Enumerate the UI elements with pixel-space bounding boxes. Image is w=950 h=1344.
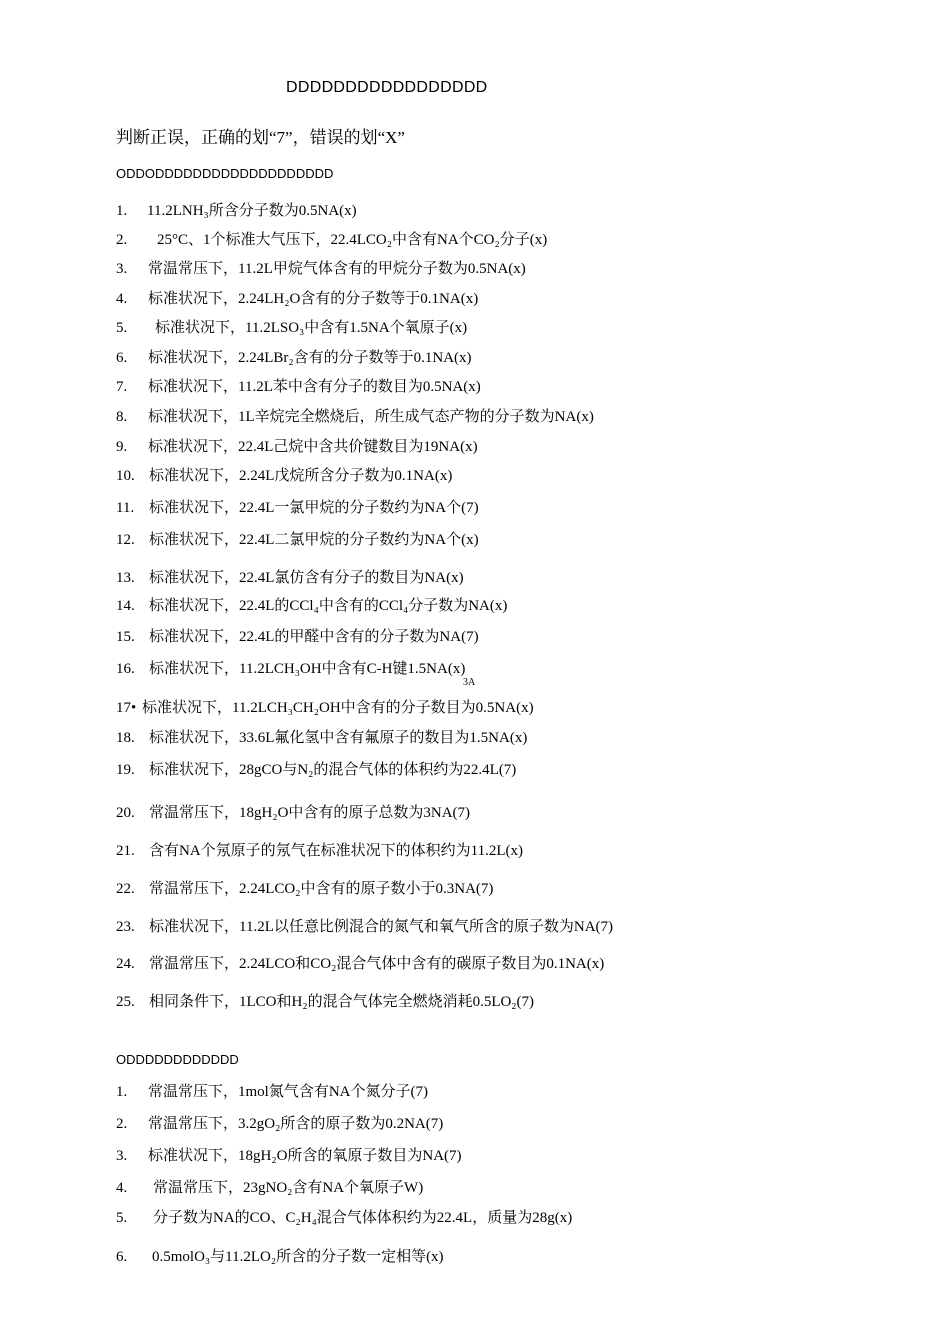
- item-number: 21.: [116, 843, 135, 859]
- item-number: 18.: [116, 730, 135, 746]
- item-text: 标准状况下，18gH₂O所含的氧原子数目为NA(7): [148, 1148, 462, 1164]
- item-number: 2.: [116, 232, 128, 248]
- item-text: 标准状况下，2.24LBr₂含有的分子数等于0.1NA(x): [148, 350, 472, 366]
- item-number: 20.: [116, 805, 135, 821]
- item-text: 标准状况下，2.24L戊烷所含分子数为0.1NA(x): [149, 468, 453, 484]
- item-number: 22.: [116, 881, 135, 897]
- item-number: 23.: [116, 919, 135, 935]
- item-number: 4.: [116, 291, 128, 307]
- item-text: 常温常压下，3.2gO₂所含的原子数为0.2NA(7): [148, 1116, 444, 1132]
- item-text: 常温常压下，23gNO₂含有NA个氧原子W): [153, 1180, 424, 1196]
- item-number: 3.: [116, 1148, 128, 1164]
- item-number: 13.: [116, 570, 135, 586]
- item-number: 10.: [116, 468, 135, 484]
- item-number: 19.: [116, 762, 135, 778]
- section-2-heading: ODDDDDDDDDDDD: [116, 1052, 239, 1067]
- item-text: 11.2LNH₃所含分子数为0.5NA(x): [147, 203, 357, 219]
- item-text: 相同条件下，1LCO和H₂的混合气体完全燃烧消耗0.5LO₂(7): [149, 994, 535, 1010]
- item-text: 标准状况下，11.2L以任意比例混合的氮气和氧气所含的原子数为NA(7): [149, 919, 614, 935]
- section-1-heading: ODDODDDDDDDDDDDDDDDDDDD: [116, 166, 334, 181]
- item-text: 标准状况下，22.4L的甲醛中含有的分子数为NA(7): [149, 629, 479, 645]
- instruction-line: 判断正误，正确的划“7”，错误的划“X”: [116, 128, 405, 147]
- item-text: 常温常压下，1mol氮气含有NA个氮分子(7): [148, 1084, 428, 1100]
- item-number: 4.: [116, 1180, 128, 1196]
- item-text: 常温常压下，18gH₂O中含有的原子总数为3NA(7): [149, 805, 471, 821]
- item-text: 常温常压下，11.2L甲烷气体含有的甲烷分子数为0.5NA(x): [148, 261, 526, 277]
- item-text: 标准状况下，22.4L二氯甲烷的分子数约为NA个(x): [149, 532, 479, 548]
- item-number: 12.: [116, 532, 135, 548]
- item-text: 标准状况下，11.2LCH₃OH中含有C-H键1.5NA(x): [149, 661, 466, 677]
- item-text: 标准状况下，22.4L氯仿含有分子的数目为NA(x): [149, 570, 464, 586]
- item-number: 6.: [116, 350, 128, 366]
- item-number: 25.: [116, 994, 135, 1010]
- item-number: 1.: [116, 1084, 128, 1100]
- item-text: 分子数为NA的CO、C₂H₄混合气体体积约为22.4L，质量为28g(x): [153, 1210, 573, 1226]
- item-number: 14.: [116, 598, 135, 614]
- item-text: 25°C、1个标准大气压下，22.4LCO₂中含有NA个CO₂分子(x): [157, 232, 548, 248]
- item-number: 6.: [116, 1249, 128, 1265]
- item-text: 标准状况下，22.4L一氯甲烷的分子数约为NA个(7): [149, 500, 479, 516]
- item-text: 标准状况下，22.4L己烷中含共价键数目为19NA(x): [148, 439, 478, 455]
- item-16-note: 3A: [463, 677, 476, 688]
- item-number: 3.: [116, 261, 128, 277]
- item-number: 7.: [116, 379, 128, 395]
- item-text: 常温常压下，2.24LCO₂中含有的原子数小于0.3NA(7): [149, 881, 494, 897]
- item-number: 9.: [116, 439, 128, 455]
- item-number: 11.: [116, 500, 135, 516]
- item-text: 0.5molO₃与11.2LO₂所含的分子数一定相等(x): [152, 1249, 444, 1265]
- item-text: 标准状况下，2.24LH₂O含有的分子数等于0.1NA(x): [148, 291, 479, 307]
- item-text: 标准状况下，11.2LSO₃中含有1.5NA个氧原子(x): [155, 320, 468, 336]
- item-text: 标准状况下，11.2L苯中含有分子的数目为0.5NA(x): [148, 379, 481, 395]
- item-text: 常温常压下，2.24LCO和CO₂混合气体中含有的碳原子数目为0.1NA(x): [149, 956, 605, 972]
- item-number: 15.: [116, 629, 135, 645]
- item-number: 17•: [116, 700, 137, 716]
- item-number: 8.: [116, 409, 128, 425]
- item-text: 标准状况下，28gCO与N₂的混合气体的体积约为22.4L(7): [149, 762, 517, 778]
- item-number: 24.: [116, 956, 135, 972]
- item-number: 1.: [116, 203, 128, 219]
- item-number: 16.: [116, 661, 135, 677]
- item-number: 5.: [116, 320, 128, 336]
- item-text: 含有NA个氖原子的氖气在标准状况下的体积约为11.2L(x): [149, 843, 524, 859]
- item-text: 标准状况下，22.4L的CCl₄中含有的CCl₄分子数为NA(x): [149, 598, 508, 614]
- document-title: DDDDDDDDDDDDDDDDD: [286, 79, 488, 96]
- item-text: 标准状况下，1L辛烷完全燃烧后，所生成气态产物的分子数为NA(x): [148, 409, 594, 425]
- item-text: 标准状况下，11.2LCH₃CH₂OH中含有的分子数目为0.5NA(x): [142, 700, 534, 716]
- item-number: 5.: [116, 1210, 128, 1226]
- item-text: 标准状况下，33.6L氟化氢中含有氟原子的数目为1.5NA(x): [149, 730, 528, 746]
- item-number: 2.: [116, 1116, 128, 1132]
